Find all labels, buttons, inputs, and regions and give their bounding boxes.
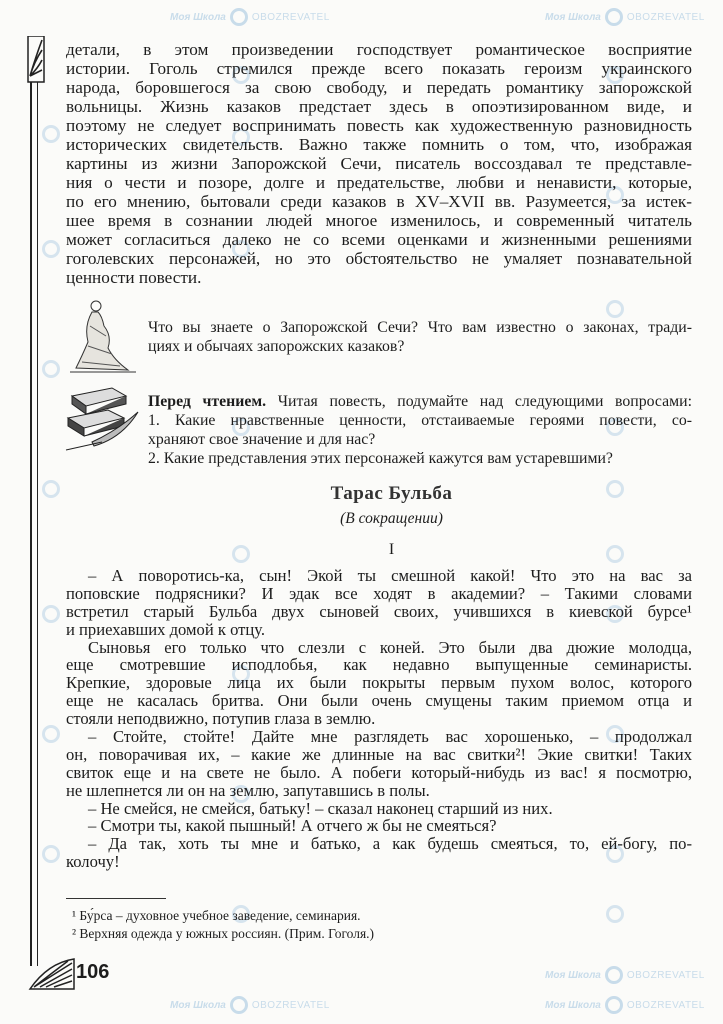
text-line: Крепкие, здоровые лица их были покрыты первым пухом волос, которого bbox=[66, 673, 692, 693]
watermark bbox=[170, 996, 330, 1014]
watermark-brand: Моя Школа bbox=[545, 11, 601, 23]
watermark-logo-icon bbox=[42, 360, 60, 378]
text-line: – Да так, хоть ты мне и батько, а как будешь смеяться, то, ей-богу, по- bbox=[88, 834, 692, 854]
watermark-partner: OBOZREVATEL bbox=[626, 999, 705, 1011]
text-line: и приехавших домой к отцу. bbox=[66, 619, 266, 639]
text-line: картины из жизни Запорожской Сечи, писатель воссоздавал те представле- bbox=[66, 154, 692, 173]
text-line: шее время в сознании людей многое изменилось, и современный читатель bbox=[66, 211, 692, 230]
before-reading-label: Перед чтением. bbox=[148, 393, 267, 410]
watermark-partner: OBOZREVATEL bbox=[251, 999, 330, 1011]
text-line: может согласиться далеко не со всеми оценками и жизненными решениями bbox=[66, 230, 692, 249]
text-line: Сыновья его только что слезли с коней. Это были два дюжие молодца, bbox=[88, 637, 692, 657]
text-line: народа, боровшегося за свою свободу, и передать романтику запорожской bbox=[66, 78, 692, 97]
text-line: – А поворотись-ка, сын! Экой ты смешной какой! Что это на вас за bbox=[88, 566, 692, 585]
text-line: – Смотри ты, какой пышный! А отчего ж бы не смеяться? bbox=[88, 816, 497, 836]
watermark-logo-icon bbox=[42, 845, 60, 863]
text-line: ¹ Бу́рса – духовное учебное заведение, семинария. bbox=[72, 908, 361, 923]
watermark bbox=[545, 8, 705, 26]
watermark-partner: OBOZREVATEL bbox=[626, 11, 705, 23]
watermark-brand: Моя Школа bbox=[545, 969, 601, 981]
text-line: исторических свидетельств. Важно также помнить о том, что, изображая bbox=[66, 135, 692, 154]
text-line: ² Верхняя одежда у южных россиян. (Прим. Гоголя.) bbox=[72, 926, 375, 941]
text-line: еще не касалась бритва. Они были очень смущены таким приемом отца и bbox=[66, 691, 692, 711]
text-line: стояли неподвижно, потупив глаза в землю. bbox=[66, 709, 376, 729]
chapter-number: I bbox=[388, 541, 395, 558]
watermark-logo-icon bbox=[230, 8, 248, 26]
story-text bbox=[66, 567, 692, 871]
text-line: – Стойте, стойте! Дайте мне разглядеть вас хорошенько, – продолжал bbox=[88, 727, 692, 747]
text-line: истории. Гоголь стремился прежде всего показать героизм украинского bbox=[66, 59, 692, 78]
watermark bbox=[545, 996, 705, 1014]
work-title: Тарас Бульба bbox=[330, 483, 453, 504]
watermark-brand: Моя Школа bbox=[170, 11, 226, 23]
text-line: 1. Какие нравственные ценности, отстаиваемые героями повести, со- bbox=[148, 412, 692, 429]
watermark-logo-icon bbox=[42, 125, 60, 143]
discussion-question bbox=[148, 318, 692, 356]
footnotes bbox=[72, 907, 672, 943]
work-subtitle: (В сокращении) bbox=[340, 510, 443, 527]
text-line: циях и обычаях запорожских казаков? bbox=[148, 338, 405, 355]
text-line: – Не смейся, не смейся, батьку! – сказал наконец старший из них. bbox=[88, 798, 553, 818]
text-line: свиток еще и на свете не было. А побеги который-нибудь из вас! я посмотрю, bbox=[66, 762, 692, 782]
watermark-logo-icon bbox=[605, 8, 623, 26]
before-reading-block bbox=[148, 392, 692, 468]
watermark-partner: OBOZREVATEL bbox=[251, 11, 330, 23]
story-paragraph bbox=[66, 817, 692, 835]
text-line: вольницы. Жизнь казаков предстает здесь в опоэтизированном виде, и bbox=[66, 97, 692, 116]
text-line: гоголевских персонажей, но это обстоятельство не умаляет познавательной bbox=[66, 249, 692, 268]
text-line: поэтому не следует воспринимать повесть как художественную разновидность bbox=[66, 116, 692, 135]
text-line: Что вы знаете о Запорожской Сечи? Что вам известно о законах, тради- bbox=[148, 319, 692, 336]
watermark bbox=[170, 8, 330, 26]
intro-paragraph bbox=[66, 40, 692, 287]
watermark-partner: OBOZREVATEL bbox=[626, 969, 705, 981]
before-reading-intro-line bbox=[148, 392, 692, 411]
watermark-logo-icon bbox=[230, 996, 248, 1014]
text-line: не шлепнется ли он на землю, запутавшись в полы. bbox=[66, 780, 430, 800]
story-paragraph bbox=[66, 835, 692, 871]
footnote-divider bbox=[66, 898, 166, 899]
ornament-icon bbox=[26, 36, 46, 84]
question-2: 2. Какие представления этих персонажей кажутся вам устаревшими? bbox=[148, 450, 613, 467]
story-paragraph bbox=[66, 567, 692, 639]
text-line: по его мнению, бытовали среди казаков в XV–XVII вв. Разумеется, за истек- bbox=[66, 192, 692, 211]
seated-figure-illustration bbox=[62, 296, 142, 376]
watermark-logo-icon bbox=[605, 966, 623, 984]
page-corner-ornament-icon bbox=[28, 955, 76, 991]
text-line: еще смотревшие исподлобья, как недавно выпущенные семинаристы. bbox=[66, 655, 692, 675]
story-paragraph bbox=[66, 728, 692, 800]
text-line: ценности повести. bbox=[66, 268, 202, 287]
watermark-logo-icon bbox=[42, 240, 60, 258]
text-line: он, поворачивая их, – какие же длинные на вас свитки²! Экие свитки! Таких bbox=[66, 744, 692, 764]
text-line: поповские подрясники? И эдак все ходят в академии? – Такими словами bbox=[66, 583, 692, 603]
watermark-logo-icon bbox=[606, 300, 624, 318]
text-line: храняют свое значение и для нас? bbox=[148, 431, 376, 448]
watermark-logo-icon bbox=[42, 725, 60, 743]
watermark-brand: Моя Школа bbox=[545, 999, 601, 1011]
before-reading-intro: Читая повесть, подумайте над следующими вопросами: bbox=[277, 393, 692, 410]
text-line: детали, в этом произведении господствует романтическое восприятие bbox=[66, 40, 692, 59]
story-paragraph bbox=[66, 800, 692, 818]
text-line: колочу! bbox=[66, 852, 120, 872]
text-line: ния о чести и позоре, долге и предательстве, любви и ненависти, которые, bbox=[66, 173, 692, 192]
text-line: встретил старый Бульба двух сыновей своих, учившихся в киевской бурсе¹ bbox=[66, 601, 692, 621]
story-paragraph bbox=[66, 639, 692, 728]
page-number: 106 bbox=[76, 961, 110, 983]
watermark-brand: Моя Школа bbox=[170, 999, 226, 1011]
watermark bbox=[545, 966, 705, 984]
question-1 bbox=[148, 411, 692, 449]
watermark-logo-icon bbox=[605, 996, 623, 1014]
watermark-logo-icon bbox=[42, 605, 60, 623]
books-and-quill-illustration bbox=[62, 382, 140, 456]
